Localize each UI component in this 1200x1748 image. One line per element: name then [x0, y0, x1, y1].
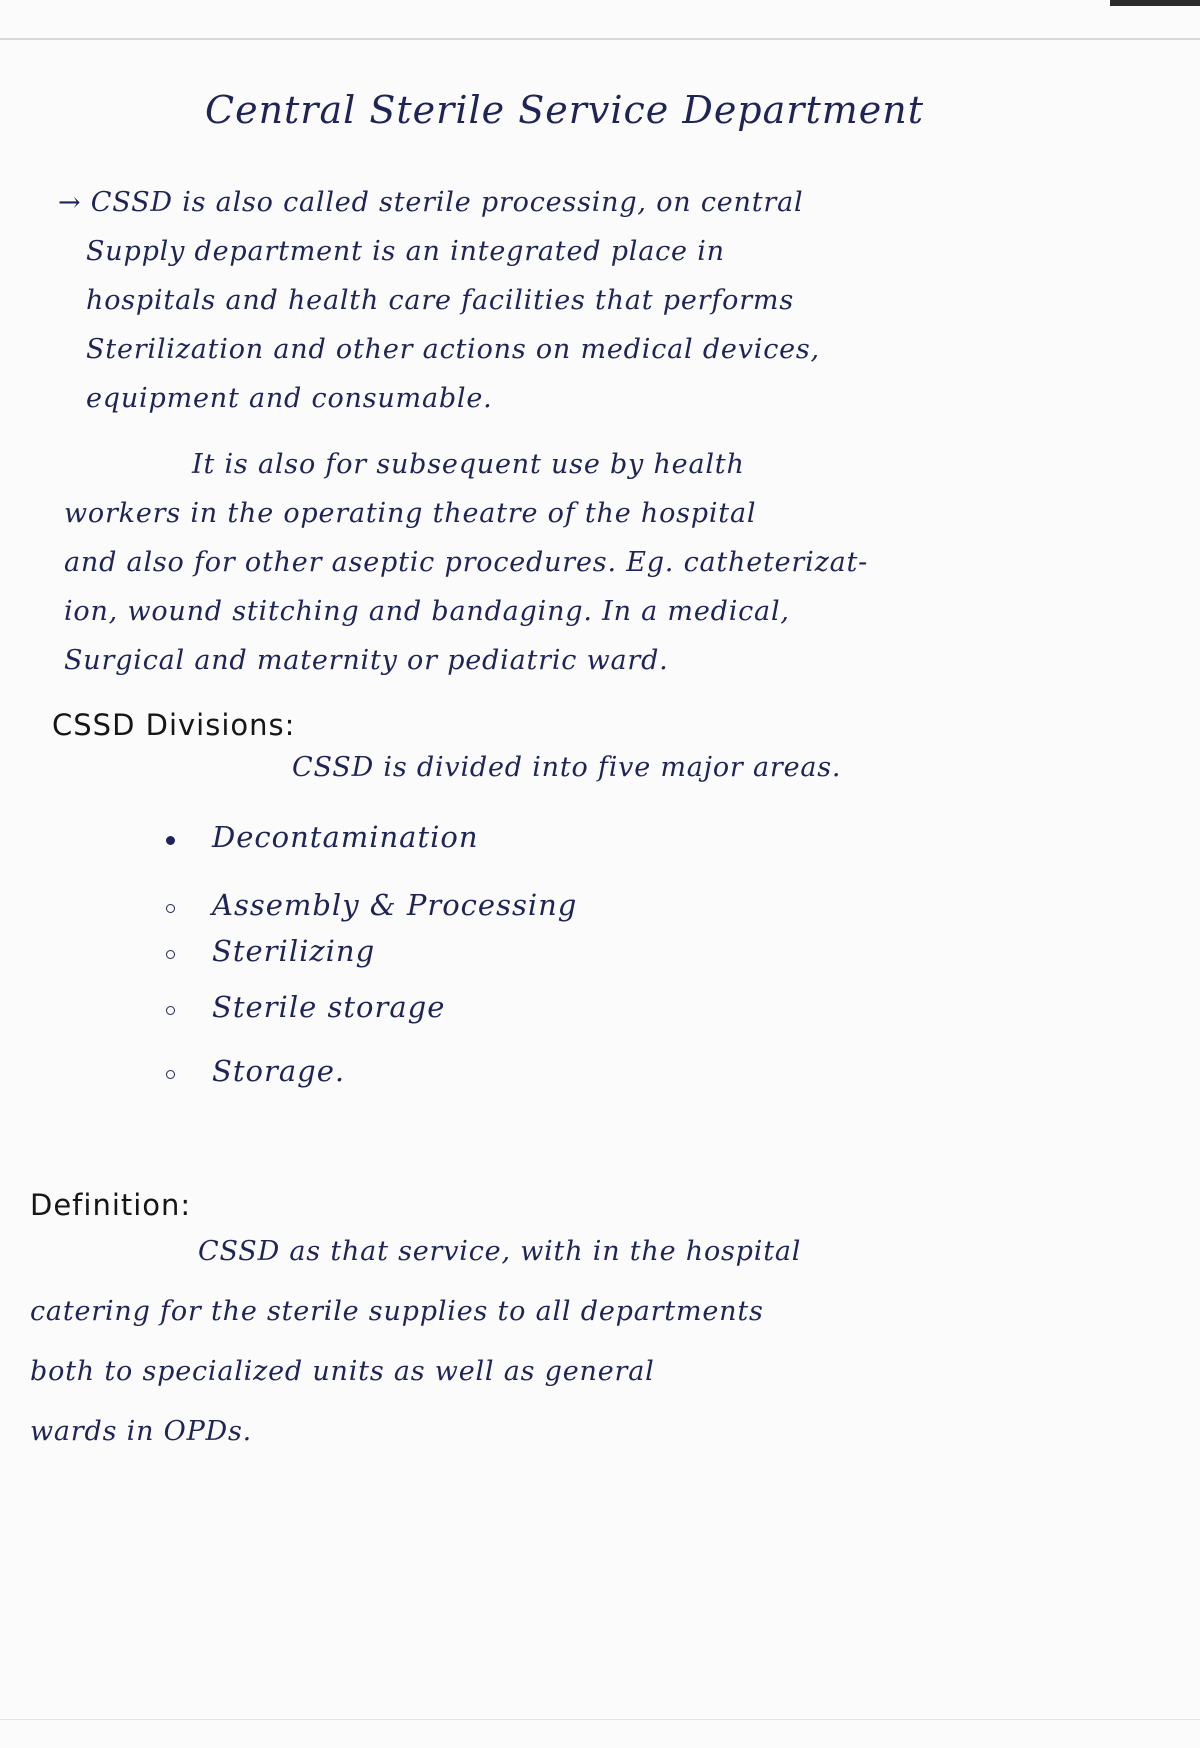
list-item	[160, 820, 577, 854]
division-label: Assembly & Processing	[212, 888, 578, 922]
bullet-circle-icon	[166, 1006, 175, 1015]
usage-line: Surgical and maternity or pediatric ward.	[64, 645, 669, 676]
definition-paragraph	[30, 1222, 1170, 1462]
list-item	[160, 888, 577, 922]
page-title: Central Sterile Service Department	[205, 88, 924, 132]
divisions-intro: CSSD is divided into five major areas.	[292, 752, 842, 783]
definition-line: both to specialized units as well as general	[30, 1356, 655, 1387]
bullet-dot-icon	[166, 836, 175, 845]
definition-line: wards in OPDs.	[30, 1416, 253, 1447]
bullet-circle-icon	[166, 904, 175, 913]
definition-line: CSSD as that service, with in the hospital	[198, 1236, 802, 1267]
list-item	[160, 1054, 577, 1088]
division-label: Sterile storage	[212, 990, 446, 1024]
list-item	[160, 990, 577, 1024]
usage-line: It is also for subsequent use by health	[192, 449, 745, 480]
bullet-circle-icon	[166, 1070, 175, 1079]
page-bottom-edge	[0, 1719, 1200, 1720]
division-label: Sterilizing	[212, 934, 376, 968]
intro-line: equipment and consumable.	[86, 383, 493, 414]
divisions-heading: CSSD Divisions:	[52, 708, 296, 742]
list-item	[160, 934, 577, 968]
intro-line: → CSSD is also called sterile processing, on central	[58, 187, 804, 218]
intro-paragraph	[58, 178, 1138, 423]
division-label: Decontamination	[212, 820, 479, 854]
usage-paragraph	[64, 440, 1144, 685]
bullet-circle-icon	[166, 950, 175, 959]
intro-line: Supply department is an integrated place in	[86, 236, 725, 267]
divisions-list	[160, 820, 577, 1088]
page-top-edge	[0, 38, 1200, 40]
division-label: Storage.	[212, 1054, 346, 1088]
page-corner-shadow	[1110, 0, 1200, 6]
definition-heading: Definition:	[30, 1188, 192, 1222]
intro-line: Sterilization and other actions on medical devices,	[86, 334, 820, 365]
intro-line: hospitals and health care facilities that performs	[86, 285, 794, 316]
usage-line: and also for other aseptic procedures. Eg. catheterizat-	[64, 547, 869, 578]
usage-line: ion, wound stitching and bandaging. In a medical,	[64, 596, 790, 627]
definition-line: catering for the sterile supplies to all departments	[30, 1296, 764, 1327]
usage-line: workers in the operating theatre of the hospital	[64, 498, 757, 529]
